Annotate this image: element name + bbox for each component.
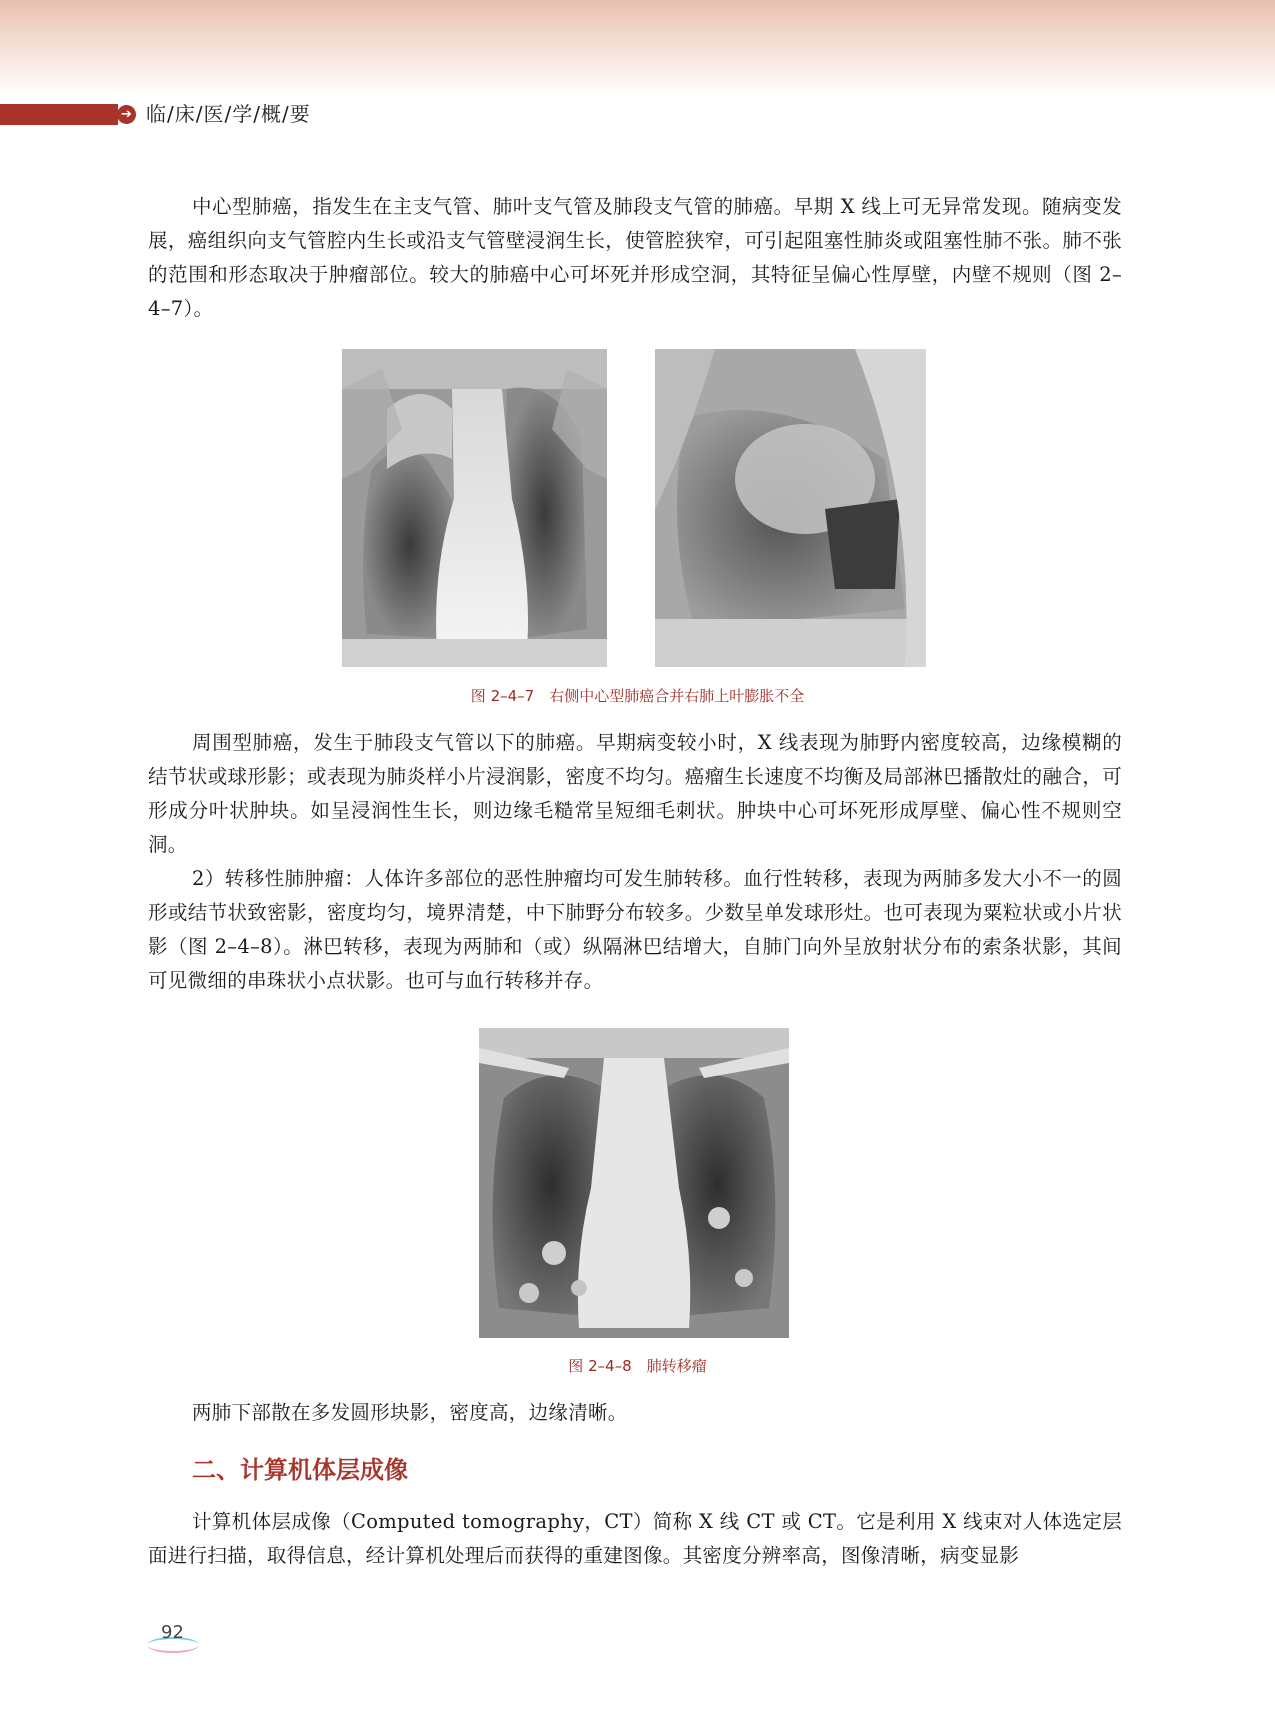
- page-number-text: 92: [161, 1622, 184, 1643]
- paragraph-figure-description: 两肺下部散在多发圆形块影，密度高，边缘清晰。: [192, 1401, 628, 1424]
- paragraph-peripheral-lung-cancer: 周围型肺癌，发生于肺段支气管以下的肺癌。早期病变较小时，X 线表现为肺野内密度较高，边缘模糊的结节状或球形影；或表现为肺炎样小片浸润影，密度不均匀。癌瘤生长速度不均衡及局部淋巴播散灶的融合，可形成分叶状肿块。如呈浸润性生长，则边缘毛糙常呈短细毛刺状。肿块中心可坏死形成厚壁、偏心性不规则空洞。: [148, 731, 1122, 856]
- header-accent-bar: [0, 104, 118, 125]
- xray-metastasis-image: [479, 1028, 789, 1338]
- paragraph-ct-intro: 计算机体层成像（Computed tomography，CT）简称 X 线 CT 或 CT。它是利用 X 线束对人体选定层面进行扫描，取得信息，经计算机处理后而获得的重建图像。其密度分辨率高，图像清晰，病变显影: [148, 1510, 1122, 1567]
- paragraph-metastatic-lung-tumor: 2）转移性肺肿瘤：人体许多部位的恶性肿瘤均可发生肺转移。血行性转移，表现为两肺多发大小不一的圆形或结节状致密影，密度均匀，境界清楚，中下肺野分布较多。少数呈单发球形灶。也可表现为粟粒状或小片状影（图 2–4–8）。淋巴转移，表现为两肺和（或）纵隔淋巴结增大，自肺门向外呈放射状分布的索条状影，其间可见微细的串珠状小点状影。也可与血行转移并存。: [148, 867, 1122, 992]
- figure-caption-2-4-7: 图 2–4–7 右侧中心型肺癌合并右肺上叶膨胀不全: [470, 687, 805, 705]
- paragraph-central-lung-cancer: 中心型肺癌，指发生在主支气管、肺叶支气管及肺段支气管的肺癌。早期 X 线上可无异常发现。随病变发展，癌组织向支气管腔内生长或沿支气管壁浸润生长，使管腔狭窄，可引起阻塞性肺炎或阻塞性肺不张。肺不张的范围和形态取决于肿瘤部位。较大的肺癌中心可坏死并形成空洞，其特征呈偏心性厚壁，内壁不规则（图 2–4–7）。: [148, 195, 1122, 320]
- top-gradient-band: [0, 0, 1275, 95]
- section-heading-ct: 二、计算机体层成像: [192, 1456, 408, 1484]
- xray-frontal-image: [342, 349, 607, 667]
- arrow-right-circle-icon: ➔: [117, 105, 136, 124]
- figure-caption-2-4-8: 图 2–4–8 肺转移瘤: [568, 1357, 707, 1375]
- running-header-title: 临/床/医/学/概/要: [146, 102, 311, 126]
- page-number: [147, 1622, 199, 1652]
- xray-lateral-image: [655, 349, 926, 667]
